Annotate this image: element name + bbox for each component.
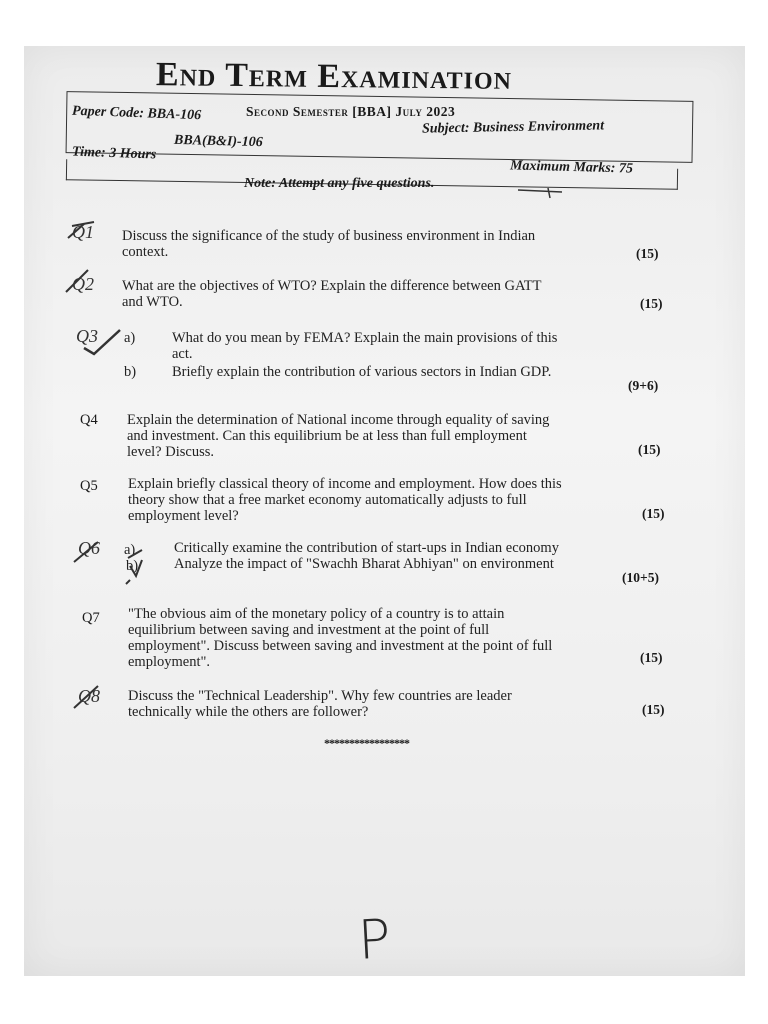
handwritten-letter: P bbox=[356, 907, 393, 972]
exam-title: End Term Examination bbox=[155, 56, 513, 97]
question-number: Q5 bbox=[80, 478, 98, 494]
question-text: Analyze the impact of "Swachh Bharat Abhiyan" on environment bbox=[174, 556, 554, 572]
question-number: Q3 bbox=[76, 326, 98, 346]
marks: (15) bbox=[640, 296, 663, 311]
question-number: Q8 bbox=[78, 686, 100, 706]
handwritten-tick-icon bbox=[64, 268, 114, 298]
marks: (15) bbox=[642, 506, 665, 521]
question-number: Q7 bbox=[82, 610, 100, 626]
question-text: employment". Discuss between saving and investment at the point of full bbox=[128, 638, 553, 654]
question-text: Explain the determination of National income through equality of saving bbox=[127, 412, 550, 428]
part-label: b) bbox=[124, 364, 137, 380]
handwritten-tick-icon bbox=[68, 536, 148, 586]
paper-code: Paper Code: BBA-106 bbox=[71, 103, 202, 124]
question-text: and WTO. bbox=[122, 294, 183, 310]
question-text: act. bbox=[172, 346, 193, 362]
question-text: and investment. Can this equilibrium be at less than full employment bbox=[127, 428, 527, 444]
question-text: employment level? bbox=[128, 508, 239, 524]
pen-stroke-icon bbox=[514, 184, 574, 204]
question-text: employment". bbox=[128, 654, 211, 670]
question-text: Explain briefly classical theory of income and employment. How does this bbox=[128, 476, 562, 492]
question-text: technically while the others are follower? bbox=[128, 704, 369, 720]
question-number: Q1 bbox=[72, 222, 94, 242]
question-text: What are the objectives of WTO? Explain the difference between GATT bbox=[122, 278, 542, 294]
question-number: Q2 bbox=[72, 274, 94, 294]
question-text: level? Discuss. bbox=[127, 444, 214, 460]
question-text: Discuss the significance of the study of business environment in Indian bbox=[122, 228, 536, 244]
time-allowed: Time: 3 Hours bbox=[71, 144, 157, 163]
end-of-paper-stars: ***************** bbox=[324, 736, 409, 750]
handwritten-tick-icon bbox=[70, 682, 120, 712]
question-text: "The obvious aim of the monetary policy of a country is to attain bbox=[128, 606, 505, 622]
marks: (15) bbox=[640, 650, 663, 665]
part-label: a) bbox=[124, 542, 136, 558]
question-number: Q6 bbox=[78, 538, 100, 558]
question-text: Discuss the "Technical Leadership". Why few countries are leader bbox=[128, 688, 512, 704]
instructions-note: Note: Attempt any five questions. bbox=[244, 176, 435, 191]
handwritten-tick-icon bbox=[64, 216, 114, 246]
marks: (15) bbox=[638, 442, 661, 457]
marks: (15) bbox=[636, 246, 659, 261]
question-text: theory show that a free market economy automatically adjusts to full bbox=[128, 492, 527, 508]
part-label: a) bbox=[124, 330, 136, 346]
marks: (15) bbox=[642, 702, 665, 717]
marks: (9+6) bbox=[628, 378, 659, 393]
marks: (10+5) bbox=[622, 570, 659, 585]
question-number: Q4 bbox=[80, 412, 98, 428]
question-text: equilibrium between saving and investment at the point of full bbox=[128, 622, 490, 638]
maximum-marks: Maximum Marks: 75 bbox=[509, 158, 634, 177]
question-text: context. bbox=[122, 244, 169, 260]
question-text: Briefly explain the contribution of various sectors in Indian GDP. bbox=[172, 364, 552, 380]
part-label: b) bbox=[126, 558, 139, 574]
subject: Subject: Business Environment bbox=[421, 118, 605, 137]
exam-paper bbox=[24, 46, 745, 976]
question-text: Critically examine the contribution of start-ups in Indian economy bbox=[174, 540, 559, 556]
handwritten-tick-icon bbox=[80, 326, 130, 356]
paper-code-alt: BBA(B&I)-106 bbox=[173, 132, 263, 151]
question-text: What do you mean by FEMA? Explain the main provisions of this bbox=[172, 330, 558, 346]
semester-line: Second Semester [BBA] July 2023 bbox=[246, 104, 456, 119]
